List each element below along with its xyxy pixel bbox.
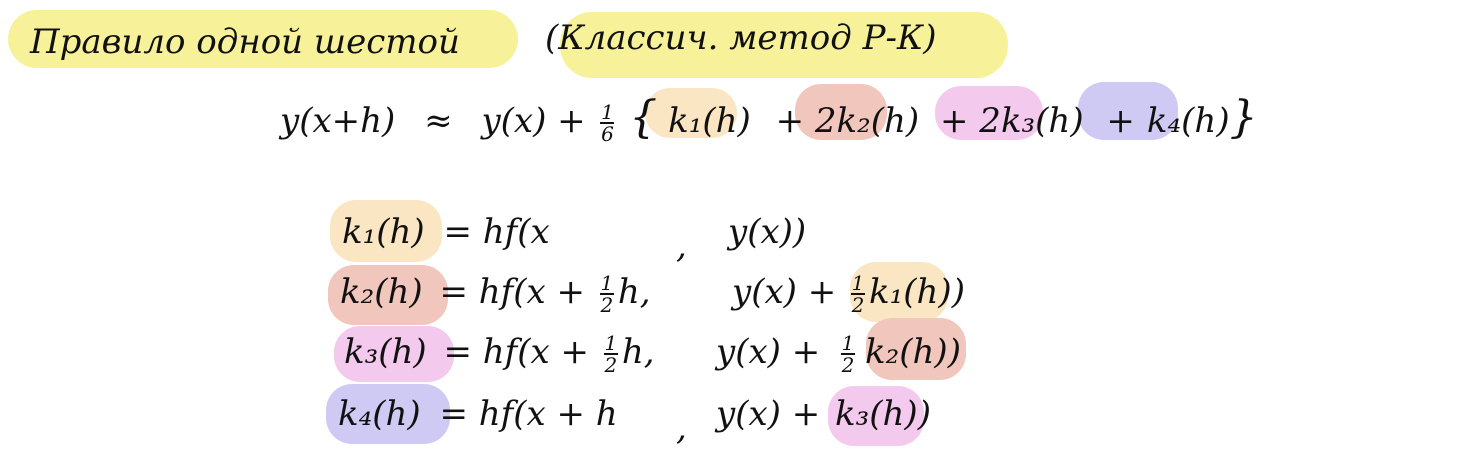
half-denominator: 2: [851, 293, 865, 317]
formula-close-brace: }: [1229, 92, 1258, 143]
def-k2-comma: ,: [639, 272, 651, 312]
definition-row-k2: [340, 272, 651, 315]
def-k1-comma: ,: [676, 226, 687, 266]
formula-plus-2a: + 2: [775, 101, 837, 141]
half-numerator: 1: [604, 331, 618, 355]
formula-lhs: y(x+h): [280, 101, 396, 141]
def-k3-h: h: [621, 332, 644, 372]
formula-k1: k₁(h): [668, 101, 751, 141]
def-k3-rhs-half-fraction: [841, 333, 855, 375]
half-numerator: 1: [600, 271, 614, 295]
formula-open-brace: {: [629, 92, 658, 143]
def-k2-rhs-half-fraction: [851, 273, 865, 315]
definition-row-k4: [338, 394, 618, 434]
def-k1-eq: = hf(x: [443, 212, 550, 252]
def-k2-half-fraction: [600, 273, 614, 315]
formula-plus-2b: + 2: [940, 101, 1001, 141]
formula-plus: +: [1106, 101, 1135, 141]
formula-k4: k₄(h): [1146, 101, 1230, 141]
half-numerator: 1: [841, 331, 855, 355]
half-numerator: 1: [851, 271, 865, 295]
one-sixth-fraction: [600, 102, 614, 144]
formula-rhs-start: y(x) +: [481, 101, 586, 141]
def-k2-eq: = hf(x +: [439, 272, 585, 312]
formula-k3: k₃(h): [1000, 101, 1084, 141]
fraction-numerator: 1: [601, 100, 614, 124]
def-k4-comma: ,: [676, 408, 687, 448]
def-k1-lhs: k₁(h): [342, 212, 425, 252]
def-k2-arg2: y(x) +: [732, 272, 837, 312]
def-k4-arg2: y(x) +: [716, 394, 821, 434]
def-k2-tail: k₁(h)): [869, 272, 965, 312]
definition-row-k3: [344, 332, 655, 375]
def-k3-arg2: y(x) +: [716, 332, 821, 372]
formula-approx: ≈: [424, 101, 453, 141]
half-denominator: 2: [604, 353, 618, 377]
def-k3-eq: = hf(x +: [443, 332, 589, 372]
fraction-denominator: 6: [601, 122, 614, 146]
title-text-right: (Классич. метод Р-К): [545, 18, 937, 58]
def-k2-h: h: [617, 272, 640, 312]
def-k4-eq: = hf(x + h: [439, 394, 618, 434]
def-k3-half-fraction: [604, 333, 618, 375]
main-formula: [280, 92, 1258, 144]
def-k3-tail: k₂(h)): [865, 332, 961, 372]
half-denominator: 2: [600, 293, 614, 317]
def-k3-comma: ,: [643, 332, 655, 372]
def-k3-rhs: [716, 332, 961, 375]
def-k4-tail: k₃(h)): [835, 394, 931, 434]
def-k4-rhs: [716, 394, 931, 434]
definition-row-k1: [342, 212, 550, 252]
def-k2-lhs: k₂(h): [340, 272, 423, 312]
def-k4-lhs: k₄(h): [338, 394, 421, 434]
half-denominator: 2: [841, 353, 855, 377]
def-k3-lhs: k₃(h): [344, 332, 427, 372]
def-k1-arg2: y(x)): [728, 212, 807, 252]
def-k2-rhs: [732, 272, 965, 315]
formula-k2: k₂(h): [836, 101, 920, 141]
title-text-left: Правило одной шестой: [30, 22, 460, 62]
